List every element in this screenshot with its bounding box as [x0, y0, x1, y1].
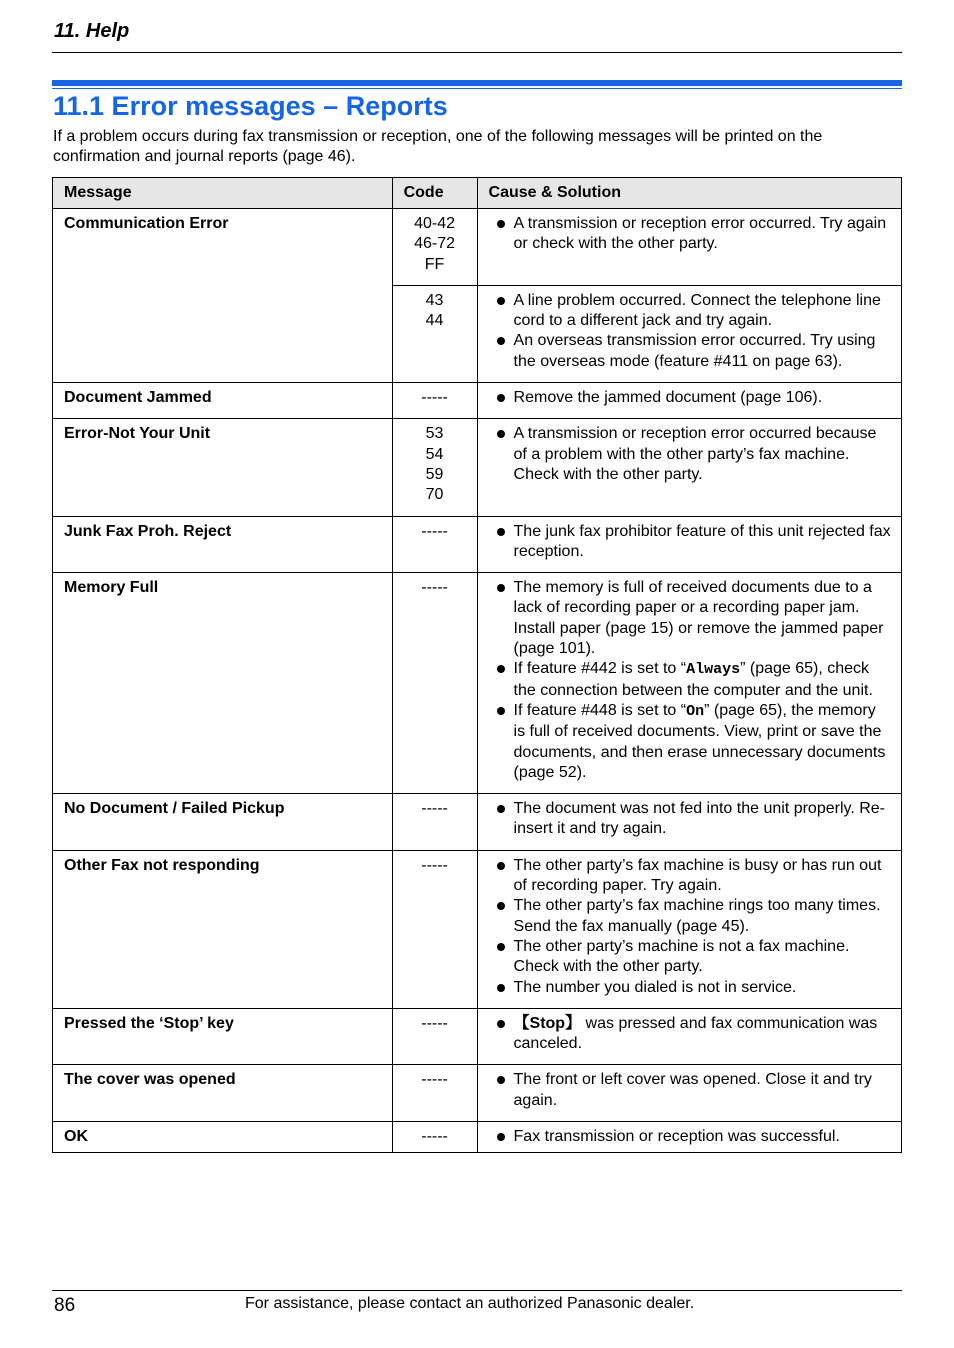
code-value: 43: [425, 291, 444, 309]
message-cell: Error-Not Your Unit: [53, 419, 393, 516]
column-header-code: Code: [392, 178, 477, 209]
cause-cell: [477, 1065, 901, 1122]
cause-item: The front or left cover was opened. Close it and try again.: [514, 1070, 891, 1111]
section-title: 11.1 Error messages – Reports: [53, 91, 448, 121]
setting-value: On: [686, 702, 705, 720]
chapter-heading: 11. Help: [54, 20, 130, 42]
cause-item: [514, 659, 891, 701]
code-value: 53: [425, 425, 444, 443]
code-cell: -----: [392, 573, 477, 794]
message-cell: Pressed the ‘Stop’ key: [53, 1008, 393, 1065]
cause-text: If feature #442 is set to “: [513, 660, 687, 678]
code-cell: -----: [392, 794, 477, 851]
code-value: 59: [425, 465, 444, 483]
table-row: [53, 850, 902, 1008]
stop-key-label: 【Stop】: [513, 1014, 582, 1032]
cause-item: An overseas transmission error occurred. Try using the overseas mode (feature #411 on page 63).: [514, 331, 891, 372]
table-row: [53, 383, 902, 419]
cause-item: [514, 701, 891, 783]
table-row: [53, 1008, 902, 1065]
cause-cell: [477, 209, 901, 286]
setting-value: Always: [686, 661, 741, 679]
code-cell: [392, 419, 477, 516]
message-cell: Memory Full: [53, 573, 393, 794]
section-accent-line: [52, 88, 902, 89]
cause-item: A line problem occurred. Connect the telephone line cord to a different jack and try again.: [514, 291, 891, 332]
page-number: 86: [54, 1295, 76, 1316]
cause-item: The other party’s machine is not a fax machine. Check with the other party.: [514, 937, 891, 978]
code-value: 40-42: [414, 215, 456, 232]
code-cell: -----: [392, 1008, 477, 1065]
cause-cell: [477, 794, 901, 851]
cause-item: [514, 1014, 891, 1055]
cause-cell: [477, 419, 901, 516]
cause-item: The other party’s fax machine is busy or has run out of recording paper. Try again.: [514, 856, 891, 897]
error-messages-table: [52, 177, 902, 1153]
cause-item: The other party’s fax machine rings too many times. Send the fax manually (page 45).: [514, 896, 891, 937]
footer-divider: [52, 1290, 902, 1291]
cause-item: Remove the jammed document (page 106).: [514, 388, 891, 408]
cause-item: A transmission or reception error occurred. Try again or check with the other party.: [514, 214, 891, 255]
header-divider: [52, 52, 902, 53]
code-cell: [392, 285, 477, 382]
table-row: [53, 516, 902, 573]
footer-note: For assistance, please contact an authorized Panasonic dealer.: [245, 1295, 695, 1312]
code-value: 54: [425, 445, 444, 463]
table-row: [53, 573, 902, 794]
cause-cell: [477, 850, 901, 1008]
cause-cell: [477, 1008, 901, 1065]
code-cell: -----: [392, 383, 477, 419]
message-cell: Junk Fax Proh. Reject: [53, 516, 393, 573]
code-value: 46-72: [414, 235, 456, 253]
column-header-cause: Cause & Solution: [477, 178, 901, 209]
cause-cell: [477, 1121, 901, 1152]
cause-item: Fax transmission or reception was successful.: [514, 1127, 891, 1147]
column-header-message: Message: [53, 178, 393, 209]
cause-item: The number you dialed is not in service.: [514, 978, 891, 998]
code-cell: -----: [392, 1065, 477, 1122]
code-cell: [392, 209, 477, 286]
table-row: [53, 1065, 902, 1122]
message-cell: No Document / Failed Pickup: [53, 794, 393, 851]
cause-item: The document was not fed into the unit properly. Re-insert it and try again.: [514, 799, 891, 840]
cause-text: ” (page 65), check the connection between the computer and the unit.: [513, 660, 873, 699]
cause-cell: [477, 285, 901, 382]
table-row: [53, 419, 902, 516]
code-cell: -----: [392, 850, 477, 1008]
cause-text: ” (page 65), the memory is full of received documents. View, print or save the documents, and then erase unnecessary documents (page 52).: [513, 701, 886, 781]
cause-item: A transmission or reception error occurred because of a problem with the other party’s fax machine. Check with the other party.: [514, 424, 891, 485]
intro-paragraph: If a problem occurs during fax transmission or reception, one of the following messages will be printed on the confirmation and journal reports (page 46).: [53, 128, 823, 165]
message-cell: Other Fax not responding: [53, 850, 393, 1008]
cause-item: The memory is full of received documents due to a lack of recording paper or a recording paper jam. Install paper (page 15) or remove the jammed paper (page 101).: [514, 578, 891, 659]
code-value: FF: [424, 255, 445, 273]
message-cell: Document Jammed: [53, 383, 393, 419]
table-header-row: [53, 178, 902, 209]
message-cell: OK: [53, 1121, 393, 1152]
cause-cell: [477, 383, 901, 419]
message-cell: Communication Error: [53, 209, 393, 383]
cause-cell: [477, 516, 901, 573]
cause-item: The junk fax prohibitor feature of this unit rejected fax reception.: [514, 522, 891, 563]
cause-text: If feature #448 is set to “: [513, 701, 687, 719]
table-row: [53, 1121, 902, 1152]
cause-text: was pressed and fax communication was canceled.: [513, 1014, 878, 1053]
table-row: [53, 209, 902, 286]
table-row: [53, 794, 902, 851]
code-value: 70: [425, 486, 444, 504]
code-cell: -----: [392, 1121, 477, 1152]
message-cell: The cover was opened: [53, 1065, 393, 1122]
code-cell: -----: [392, 516, 477, 573]
section-accent-bar: [52, 80, 902, 86]
code-value: 44: [425, 312, 444, 330]
cause-cell: [477, 573, 901, 794]
